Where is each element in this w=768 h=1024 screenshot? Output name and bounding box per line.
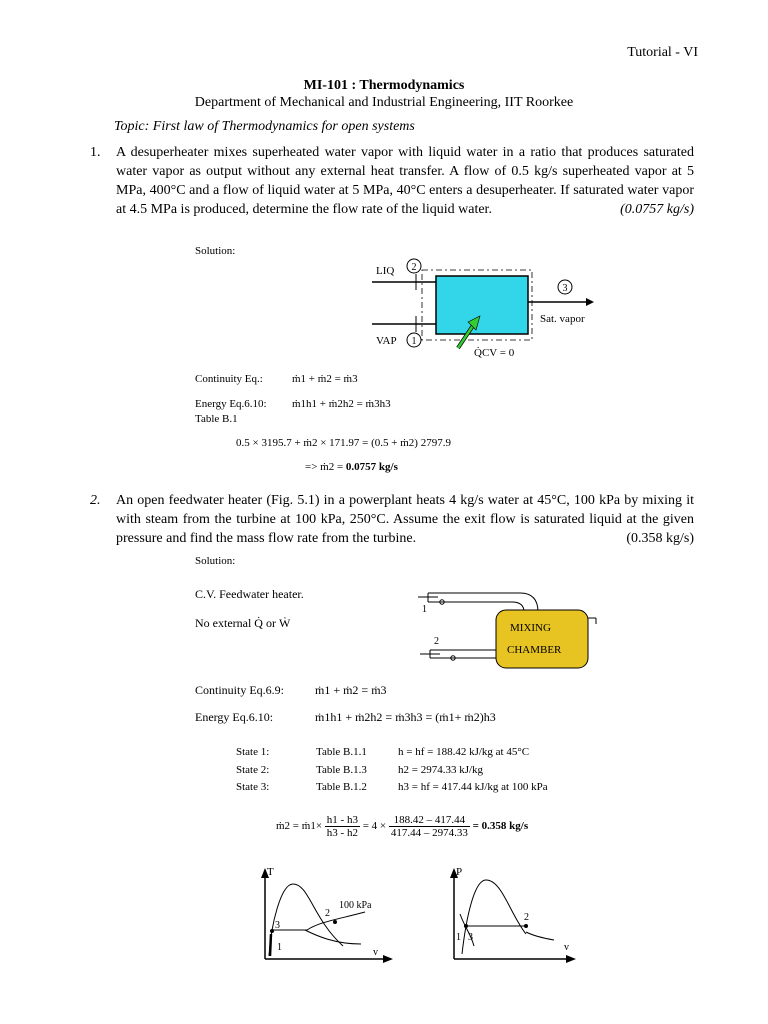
state-2-name: State 2:	[236, 764, 270, 776]
table-reference: Table B.1	[195, 413, 238, 425]
desuperheater-diagram	[360, 256, 600, 366]
energy-equation: ṁ1h1 + ṁ2h2 = ṁ3h3 = (ṁ1+ ṁ2)h3	[315, 710, 496, 724]
continuity-equation: ṁ1 + ṁ2 = ṁ3	[315, 683, 387, 697]
continuity-label: Continuity Eq.:	[195, 373, 263, 385]
solution-label: Solution:	[195, 555, 236, 567]
state-2-table: Table B.1.3	[316, 764, 367, 776]
fraction-2-numerator: 188.42 – 417.44	[389, 814, 470, 827]
control-volume: C.V. Feedwater heater.	[195, 587, 304, 601]
state-2-label: 2	[411, 262, 417, 273]
solution-label: Solution:	[195, 245, 236, 257]
tv-point-1: 1	[277, 942, 282, 953]
tv-point-2: 2	[325, 908, 330, 919]
question-number: 1.	[90, 145, 101, 160]
pv-point-3: 3	[468, 932, 473, 943]
vap-label: VAP	[376, 335, 397, 347]
no-external-work: No external Q̇ or Ẇ	[195, 616, 291, 630]
pipe-2-label: 2	[434, 636, 439, 647]
fraction-2-denominator: 417.44 – 2974.33	[390, 827, 468, 839]
mixing-chamber-diagram	[410, 578, 610, 680]
v-axis-label: v	[373, 947, 378, 958]
sat-vapor-label: Sat. vapor	[540, 313, 585, 325]
continuity-label: Continuity Eq.6.9:	[195, 683, 285, 697]
energy-label: Energy Eq.6.10:	[195, 398, 267, 410]
fraction-1-denominator: h3 - h2	[326, 827, 358, 839]
t-axis-label: T	[267, 866, 274, 878]
mixing-chamber	[496, 610, 588, 668]
mixing-label: MIXING	[510, 622, 551, 634]
state-2-value: h2 = 2974.33 kJ/kg	[398, 764, 484, 776]
fraction-1	[325, 814, 360, 839]
desuperheater-box	[436, 276, 528, 334]
energy-label: Energy Eq.6.10:	[195, 710, 274, 724]
pv-point-2: 2	[524, 912, 529, 923]
chamber-label: CHAMBER	[507, 644, 562, 656]
outlet-arrowhead	[586, 298, 594, 306]
course-title: MI-101 : Thermodynamics	[303, 78, 465, 93]
answer: (0.358 kg/s)	[626, 531, 694, 546]
fraction-1-numerator: h1 - h3	[326, 814, 358, 826]
final-equation	[276, 814, 528, 839]
question-text: An open feedwater heater (Fig. 5.1) in a powerplant heats 4 kg/s water at 45°C, 100 kPa by mixing it with steam from the turbine at 100 kPa, 250°C. Assume the exit flow is saturated liquid at the given pressure and find the mass flow rate from the turbine.	[116, 493, 694, 546]
question-number: 2.	[90, 493, 101, 508]
state-3-label: 3	[562, 283, 568, 294]
result-line	[305, 461, 398, 473]
tv-pressure-label: 100 kPa	[339, 900, 372, 911]
final-result: = 0.358 kg/s	[472, 820, 529, 833]
p-axis-label: P	[456, 866, 463, 878]
pv-point-1: 1	[456, 932, 461, 943]
continuity-equation: ṁ1 + ṁ2 = ṁ3	[292, 373, 358, 385]
topic: Topic: First law of Thermodynamics for open systems	[114, 119, 415, 134]
final-lhs: ṁ2 = ṁ1×	[276, 820, 323, 833]
energy-equation: ṁ1h1 + ṁ2h2 = ṁ3h3	[292, 398, 391, 410]
state-3-value: h3 = hf = 417.44 kJ/kg at 100 kPa	[398, 781, 548, 793]
p-v-diagram	[446, 864, 576, 966]
pipe-1-label: 1	[422, 604, 427, 615]
tv-point-3: 3	[275, 920, 280, 931]
question-2	[90, 491, 694, 548]
state-3-table: Table B.1.2	[316, 781, 367, 793]
qcv-label: Q̇CV = 0	[474, 347, 515, 359]
tutorial-label: Tutorial - VI	[627, 45, 698, 60]
state-1-label: 1	[411, 336, 417, 347]
question-text: A desuperheater mixes superheated water vapor with liquid water in a ratio that produces saturated water vapor as output without any external heat transfer. A flow of 0.5 kg/s superheated vapor at 5 MPa, 400°C and a flow of liquid water at 5 MPa, 40°C enters a desuperheater. If saturated water vapor at 4.5 MPa is produced, determine the flow rate of the liquid water.	[116, 145, 694, 217]
state-1-table: Table B.1.1	[316, 746, 367, 758]
t-v-diagram	[255, 864, 395, 966]
answer: (0.0757 kg/s)	[620, 202, 694, 217]
result-value: 0.0757 kg/s	[345, 461, 398, 473]
state-3-name: State 3:	[236, 781, 270, 793]
liq-label: LIQ	[376, 265, 395, 277]
calculation: 0.5 × 3195.7 + ṁ2 × 171.97 = (0.5 + ṁ2) 2797.9	[236, 437, 451, 449]
state-1-value: h = hf = 188.42 kJ/kg at 45°C	[398, 746, 530, 758]
department: Department of Mechanical and Industrial Engineering, IIT Roorkee	[194, 95, 574, 110]
question-1	[90, 143, 694, 219]
state-1-name: State 1:	[236, 746, 270, 758]
result-prefix: => ṁ2 =	[305, 461, 346, 473]
final-mid: = 4 ×	[362, 820, 387, 833]
pv-v-axis-label: v	[564, 942, 569, 953]
fraction-2	[389, 814, 470, 839]
